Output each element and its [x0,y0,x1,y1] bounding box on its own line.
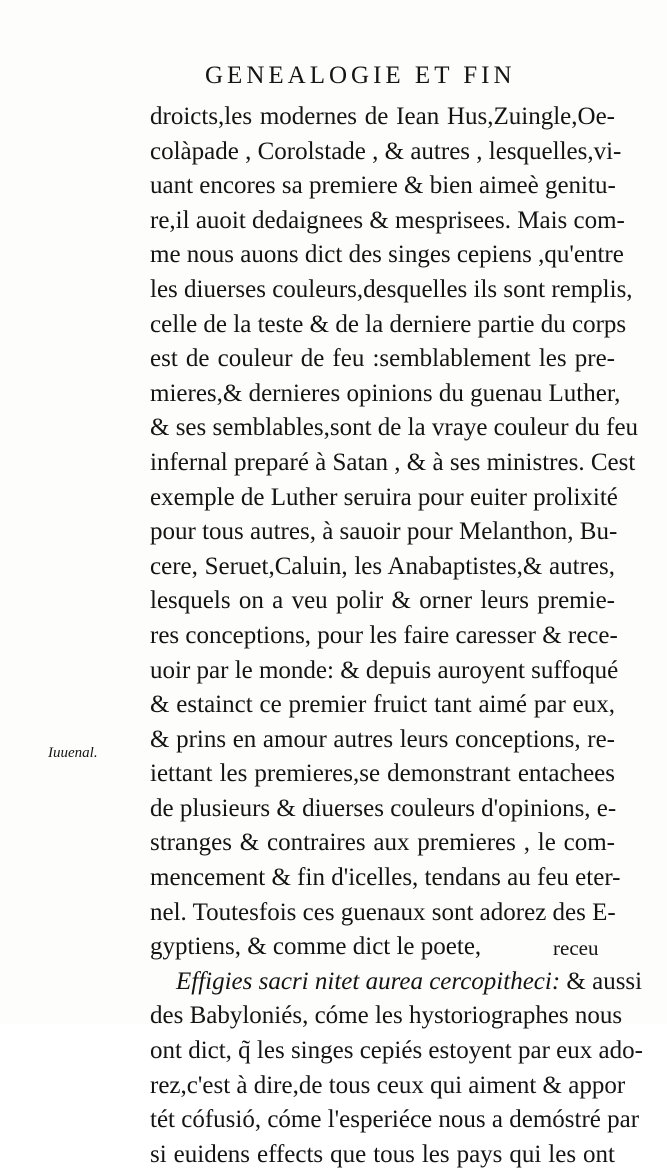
text-line: mieres,& dernieres opinions du guenau Luther, [150,379,621,407]
verse-line [150,965,643,1000]
text-line: de plusieurs & diuerses couleurs d'opinions, e- [150,794,617,822]
text-line: mencement & fin d'icelles, tendans au feu eter- [150,864,621,892]
verse-continuation: & aussi [560,967,643,995]
text-line: droicts,les modernes de Iean Hus,Zuingle,Oe- [150,103,615,130]
text-line: iettant les premieres,se demonstrant entachees [150,760,615,788]
text-line: pour tous autres, à sauoir pour Melanthon, Bu- [150,518,618,546]
text-line: stranges & contraires aux premieres , le com- [150,829,615,857]
text-line: & ses semblables,sont de la vraye couleur du feu [150,414,639,442]
running-head: GENEALOGIE ET FIN [205,62,516,89]
text-line: des Babyloniés, cóme les hystoriographes nous [150,1002,623,1030]
text-line: & estainct ce premier fruict tant aimé par eux, [150,691,615,719]
text-line: cere, Seruet,Caluin, les Anabaptistes,& autres, [150,552,615,580]
text-line: infernal preparé à Satan , & à ses ministres. Cest [150,448,636,476]
text-line: tét cófusió, cóme l'esperiéce nous a demóstré par [150,1106,640,1134]
text-line: nel. Toutesfois ces guenaux sont adorez des E- [150,898,616,926]
latin-verse: Effigies sacri nitet aurea cercopitheci: [176,967,561,995]
text-line: gyptiens, & comme dict le poete, [150,933,482,961]
text-line: uoir par le monde: & depuis auroyent suffoqué [150,656,619,684]
text-line: re,il auoit dedaignees & mesprisees. Mais com- [150,206,625,234]
text-line: exemple de Luther seruira pour euiter prolixité [150,483,618,511]
margin-note: Iuuenal. [48,745,98,761]
text-line: est de couleur de feu :semblablement les pre- [150,345,615,373]
text-line: si euidens effects que tous les pays qui les ont [150,1140,615,1168]
text-line: lesquels on a veu polir & orner leurs premie- [150,587,615,615]
text-line: celle de la teste & de la derniere partie du corps [150,310,627,338]
text-line: colàpade , Corolstade , & autres , lesquelles,vi- [150,137,622,165]
text-line: les diuerses couleurs,desquelles ils sont remplis, [150,275,633,303]
text-line: uant encores sa premiere & bien aimeè genitu- [150,172,616,200]
text-line: res conceptions, pour les faire caresser & rece- [150,621,618,649]
text-line: & prins en amour autres leurs conceptions, re- [150,725,615,753]
text-line: ont dict, q̃ les singes cepiés estoyent par eux ado- [150,1037,643,1065]
text-line: me nous auons dict des singes cepiens ,qu'entre [150,241,624,269]
text-line: rez,c'est à dire,de tous ceux qui aiment & appor [150,1071,626,1099]
main-text-block [150,100,643,1172]
catchword: receu [553,936,599,960]
